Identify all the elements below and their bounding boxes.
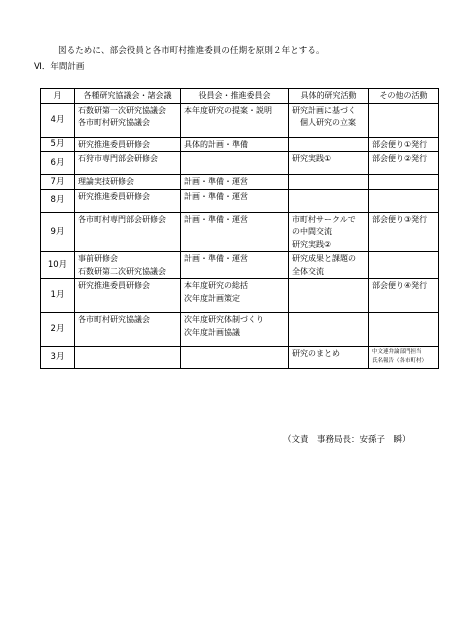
meetings-cell xyxy=(75,347,181,369)
meetings-cell xyxy=(75,279,181,313)
research-cell xyxy=(289,103,369,137)
header-committee: 役員会・推進委員会 xyxy=(181,89,289,104)
committee-cell xyxy=(181,189,289,212)
cell-line: 部会便り①発行 xyxy=(372,139,428,149)
cell-line: 計画・準備・運営 xyxy=(184,191,248,201)
other-cell xyxy=(369,152,439,175)
research-cell xyxy=(289,279,369,313)
other-cell xyxy=(369,137,439,152)
cell-line: 部会便り③発行 xyxy=(372,214,428,224)
meetings-cell xyxy=(75,189,181,212)
table-row xyxy=(41,137,439,152)
table-row xyxy=(41,212,439,252)
cell-line: 市町村サークルで xyxy=(292,214,356,224)
cell-line: 石数研第一次研究協議会 xyxy=(78,105,166,115)
cell-line: 研究推進委員研修会 xyxy=(78,191,150,201)
meetings-cell xyxy=(75,175,181,190)
cell-line: 石数研第二次研究協議会 xyxy=(78,266,166,276)
table-row xyxy=(41,313,439,347)
cell-line: 次年度計画協議 xyxy=(184,327,240,337)
footer-attribution: （文責 事務局長：安孫子 瞬） xyxy=(283,435,411,445)
cell-line: 研究推進委員研修会 xyxy=(78,139,150,149)
header-other: その他の活動 xyxy=(369,89,439,104)
cell-line: 事前研修会 xyxy=(78,254,118,263)
cell-line: 次年度研究体制づくり xyxy=(184,315,264,324)
meetings-cell xyxy=(75,252,181,279)
committee-cell xyxy=(181,252,289,279)
month-cell: 10月 xyxy=(41,252,75,279)
cell-line: 石狩市専門部会研修会 xyxy=(78,154,158,163)
cell-line: 研究実践② xyxy=(292,239,332,249)
cell-line: 個人研究の立案 xyxy=(292,118,356,127)
header-month: 月 xyxy=(41,89,75,104)
research-cell xyxy=(289,347,369,369)
cell-line: 各市町村研究協議会 xyxy=(78,118,150,127)
research-cell xyxy=(289,137,369,152)
cell-line: 部会便り②発行 xyxy=(372,154,428,163)
committee-cell xyxy=(181,103,289,137)
cell-line: 中文連弁論部門担当 xyxy=(372,349,422,355)
annual-plan-table xyxy=(40,88,439,369)
table-row xyxy=(41,279,439,313)
cell-line: 具体的計画・準備 xyxy=(184,139,248,149)
cell-line: 計画・準備・運営 xyxy=(184,254,248,263)
month-cell: 5月 xyxy=(41,137,75,152)
committee-cell xyxy=(181,137,289,152)
cell-line: 部会便り④発行 xyxy=(372,281,428,290)
month-cell: 1月 xyxy=(41,279,75,313)
cell-line: 全体交流 xyxy=(292,266,324,276)
committee-cell xyxy=(181,152,289,175)
intro-text: 図るために、部会役員と各市町村推進委員の任期を原則２年とする。 xyxy=(58,46,325,56)
committee-cell xyxy=(181,313,289,347)
other-cell xyxy=(369,313,439,347)
header-meetings: 各種研究協議会・諸会議 xyxy=(75,89,181,104)
research-cell xyxy=(289,152,369,175)
month-cell: 2月 xyxy=(41,313,75,347)
cell-line: 計画・準備・運営 xyxy=(184,177,248,186)
other-cell xyxy=(369,252,439,279)
cell-line: 氏名報告（各市町村） xyxy=(372,358,428,364)
cell-line: 研究のまとめ xyxy=(292,349,340,358)
table-body xyxy=(41,103,439,369)
other-cell xyxy=(369,103,439,137)
meetings-cell xyxy=(75,212,181,252)
other-cell xyxy=(369,175,439,190)
section-heading: Ⅵ．年間計画 xyxy=(34,62,85,72)
cell-line: 各市町村研究協議会 xyxy=(78,315,150,324)
research-cell xyxy=(289,313,369,347)
research-cell xyxy=(289,212,369,252)
meetings-cell xyxy=(75,313,181,347)
research-cell xyxy=(289,252,369,279)
committee-cell xyxy=(181,175,289,190)
table-row xyxy=(41,152,439,175)
table-row xyxy=(41,189,439,212)
other-cell xyxy=(369,189,439,212)
month-cell: 6月 xyxy=(41,152,75,175)
table-row xyxy=(41,347,439,369)
cell-line: 研究推進委員研修会 xyxy=(78,281,150,290)
cell-line: 本年度研究の総括 xyxy=(184,281,248,290)
table-row xyxy=(41,103,439,137)
meetings-cell xyxy=(75,103,181,137)
month-cell: 4月 xyxy=(41,103,75,137)
month-cell: 7月 xyxy=(41,175,75,190)
header-research: 具体的研究活動 xyxy=(289,89,369,104)
month-cell: 3月 xyxy=(41,347,75,369)
table-row xyxy=(41,175,439,190)
month-cell: 9月 xyxy=(41,212,75,252)
cell-line: 各市町村専門部会研修会 xyxy=(78,214,166,224)
month-cell: 8月 xyxy=(41,189,75,212)
cell-line: 本年度研究の提案・説明 xyxy=(184,105,272,115)
other-cell xyxy=(369,212,439,252)
cell-line: 研究実践① xyxy=(292,154,332,163)
other-cell xyxy=(369,279,439,313)
table-row xyxy=(41,252,439,279)
committee-cell xyxy=(181,212,289,252)
committee-cell xyxy=(181,347,289,369)
cell-line: 理論実技研修会 xyxy=(78,177,134,186)
meetings-cell xyxy=(75,152,181,175)
cell-line: 次年度計画策定 xyxy=(184,293,240,303)
meetings-cell xyxy=(75,137,181,152)
cell-line: 研究成果と課題の xyxy=(292,254,356,263)
research-cell xyxy=(289,189,369,212)
other-cell xyxy=(369,347,439,369)
research-cell xyxy=(289,175,369,190)
cell-line: 計画・準備・運営 xyxy=(184,214,248,224)
table-header-row xyxy=(41,89,439,104)
cell-line: 研究計画に基づく xyxy=(292,105,356,115)
cell-line: の中間交流 xyxy=(292,227,332,236)
committee-cell xyxy=(181,279,289,313)
